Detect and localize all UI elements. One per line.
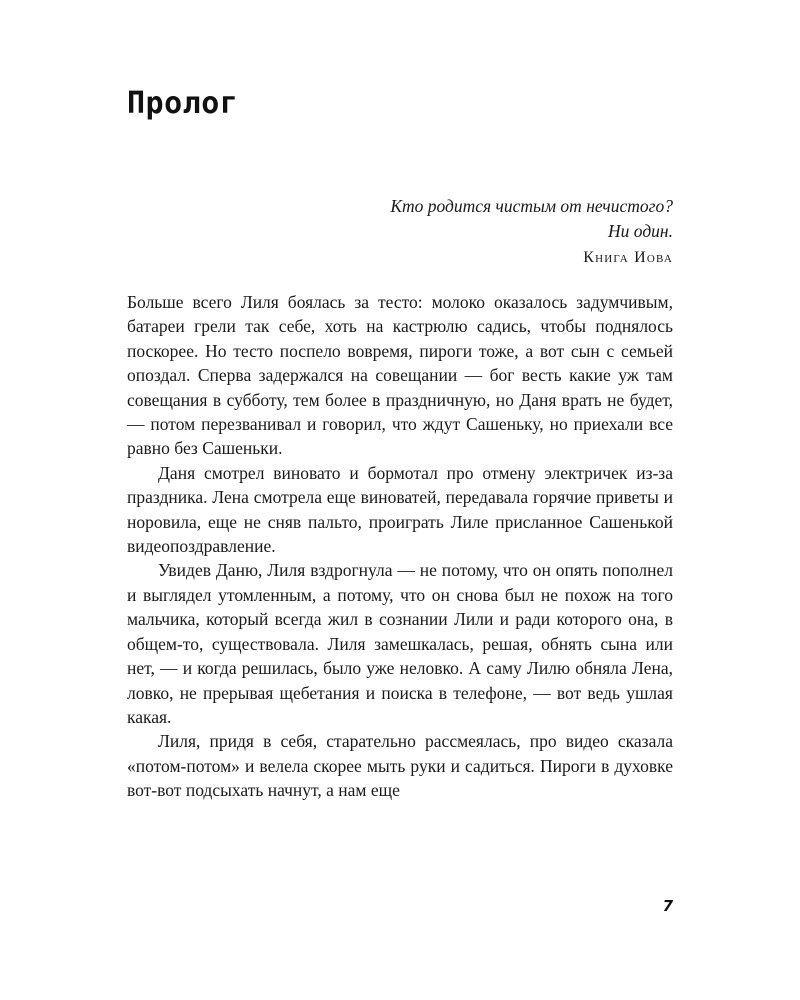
page-number: 7	[662, 897, 673, 915]
epigraph-source: Книга Иова	[583, 249, 673, 266]
paragraph-3: Увидев Даню, Лиля вздрогнула — не потому, что он опять пополнел и выглядел утомленным, а потому, что он снова был не похож на того мальчика, который всегда жил в сознании Лили и ради которого она, в общем-то, существовала. Лиля замешкалась, решая, обнять сына или нет, — и когда решилась, было уже неловко. А саму Лилю обняла Лена, ловко, не прерывая щебетания и поиска в телефоне, — вот ведь ушлая какая.	[127, 560, 673, 727]
body-text	[127, 290, 673, 803]
paragraph-1: Больше всего Лиля боялась за тесто: молоко оказалось задумчивым, батареи грели так себе, хоть на кастрюлю садись, чтобы поднялось поскорее. Но тесто поспело вовремя, пироги тоже, а вот сын с семьей опоздал. Сперва задержался на совещании — бог весть какие уж там совещания в субботу, тем более в праздничную, но Даня врать не будет, — потом перезванивал и говорил, что ждут Сашеньку, но приехали все равно без Сашеньки.	[127, 292, 673, 459]
epigraph	[253, 194, 673, 270]
paragraph-4: Лиля, придя в себя, старательно рассмеялась, про видео сказала «потом-потом» и велела скорее мыть руки и садиться. Пироги в духовке вот-вот подсыхать начнут, а нам еще	[127, 731, 673, 801]
chapter-title: Пролог	[127, 86, 239, 121]
epigraph-line-2: Ни один.	[608, 221, 673, 241]
epigraph-line-1: Кто родится чистым от нечистого?	[390, 196, 673, 216]
paragraph-2: Даня смотрел виновато и бормотал про отмену электричек из-за праздника. Лена смотрела еще виноватей, передавала горячие приветы и норовила, еще не сняв пальто, проиграть Лиле присланное Сашенькой видеопоздравление.	[127, 462, 673, 557]
